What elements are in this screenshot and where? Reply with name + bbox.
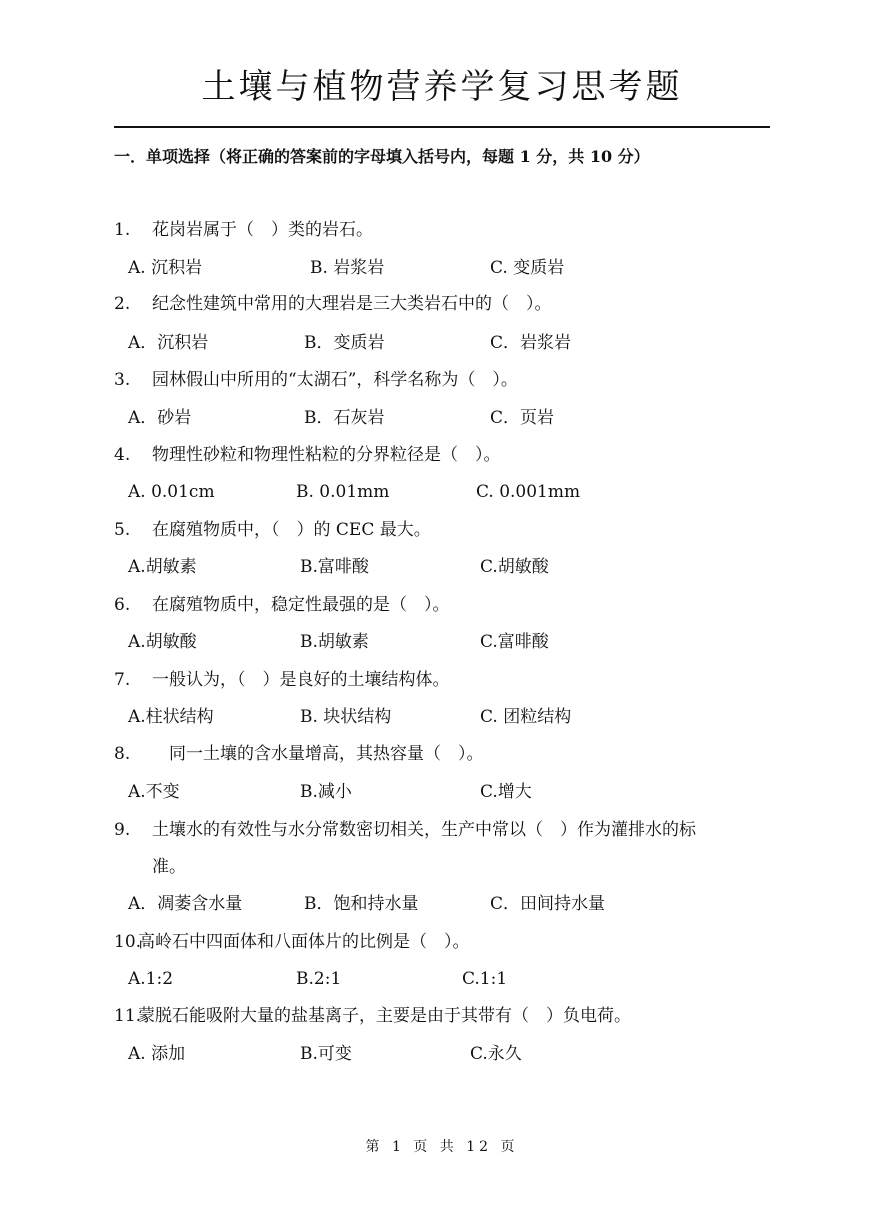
option-b: B．变质岩 bbox=[304, 333, 385, 353]
option-a: A．砂岩 bbox=[128, 408, 192, 428]
option-b: B. 岩浆岩 bbox=[310, 258, 385, 278]
option-a: A.胡敏素 bbox=[128, 557, 197, 577]
option-b: B.减小 bbox=[300, 782, 352, 802]
question-number: 11. bbox=[114, 1006, 142, 1026]
section-heading: 一．单项选择（将正确的答案前的字母填入括号内，每题 1 分，共 10 分） bbox=[114, 147, 650, 166]
question-number: 7. bbox=[114, 670, 131, 690]
option-a: A. 0.01cm bbox=[128, 482, 215, 502]
question-number: 6. bbox=[114, 595, 131, 615]
title-divider bbox=[114, 126, 770, 128]
option-a: A.胡敏酸 bbox=[128, 632, 197, 652]
question-text: 园林假山中所用的“太湖石”，科学名称为（ ）。 bbox=[152, 370, 518, 390]
question-text: 土壤水的有效性与水分常数密切相关，生产中常以（ ）作为灌排水的标 bbox=[152, 820, 696, 840]
option-c: C．页岩 bbox=[490, 408, 555, 428]
option-a: A. 添加 bbox=[128, 1044, 186, 1064]
option-a: A. 沉积岩 bbox=[128, 258, 203, 278]
question-text: 花岗岩属于（ ）类的岩石。 bbox=[152, 220, 373, 240]
question-text: 一般认为，（ ）是良好的土壤结构体。 bbox=[152, 670, 450, 690]
page-footer: 第 1 页 共 12 页 bbox=[365, 1139, 519, 1155]
question-text: 在腐殖物质中，（ ）的 CEC 最大。 bbox=[152, 520, 431, 540]
question-text: 同一土壤的含水量增高，其热容量（ ）。 bbox=[152, 744, 484, 764]
option-c: C.富啡酸 bbox=[480, 632, 549, 652]
option-c: C.1:1 bbox=[462, 969, 508, 989]
option-b: B.胡敏素 bbox=[300, 632, 369, 652]
question-text-continued: 准。 bbox=[152, 857, 186, 877]
option-b: B．石灰岩 bbox=[304, 408, 385, 428]
option-b: B．饱和持水量 bbox=[304, 894, 419, 914]
question-number: 2. bbox=[114, 294, 131, 314]
question-text: 蒙脱石能吸附大量的盐基离子，主要是由于其带有（ ）负电荷。 bbox=[138, 1006, 631, 1026]
option-c: C. 0.001mm bbox=[476, 482, 581, 502]
option-c: C．岩浆岩 bbox=[490, 333, 572, 353]
option-c: C.永久 bbox=[470, 1044, 522, 1064]
option-b: B.可变 bbox=[300, 1044, 352, 1064]
question-number: 4. bbox=[114, 445, 131, 465]
option-c: C. 团粒结构 bbox=[480, 707, 572, 727]
question-number: 3. bbox=[114, 370, 131, 390]
option-c: C．田间持水量 bbox=[490, 894, 606, 914]
option-a: A.不变 bbox=[128, 782, 180, 802]
question-text: 物理性砂粒和物理性粘粒的分界粒径是（ ）。 bbox=[152, 445, 501, 465]
option-a: A.柱状结构 bbox=[128, 707, 214, 727]
option-b: B. 块状结构 bbox=[300, 707, 392, 727]
question-text: 高岭石中四面体和八面体片的比例是（ ）。 bbox=[138, 932, 470, 952]
option-c: C.胡敏酸 bbox=[480, 557, 549, 577]
question-number: 8. bbox=[114, 744, 131, 764]
question-number: 9. bbox=[114, 820, 131, 840]
document-title: 土壤与植物营养学复习思考题 bbox=[201, 67, 683, 107]
question-number: 10. bbox=[114, 932, 142, 952]
option-c: C. 变质岩 bbox=[490, 258, 565, 278]
option-a: A．沉积岩 bbox=[128, 333, 209, 353]
question-text: 在腐殖物质中，稳定性最强的是（ ）。 bbox=[152, 595, 450, 615]
option-a: A．凋萎含水量 bbox=[128, 894, 243, 914]
option-a: A.1:2 bbox=[128, 969, 174, 989]
question-number: 1. bbox=[114, 220, 131, 240]
option-b: B. 0.01mm bbox=[296, 482, 390, 502]
option-c: C.增大 bbox=[480, 782, 532, 802]
option-b: B.富啡酸 bbox=[300, 557, 369, 577]
option-b: B.2:1 bbox=[296, 969, 342, 989]
question-number: 5. bbox=[114, 520, 131, 540]
question-text: 纪念性建筑中常用的大理岩是三大类岩石中的（ ）。 bbox=[152, 294, 552, 314]
